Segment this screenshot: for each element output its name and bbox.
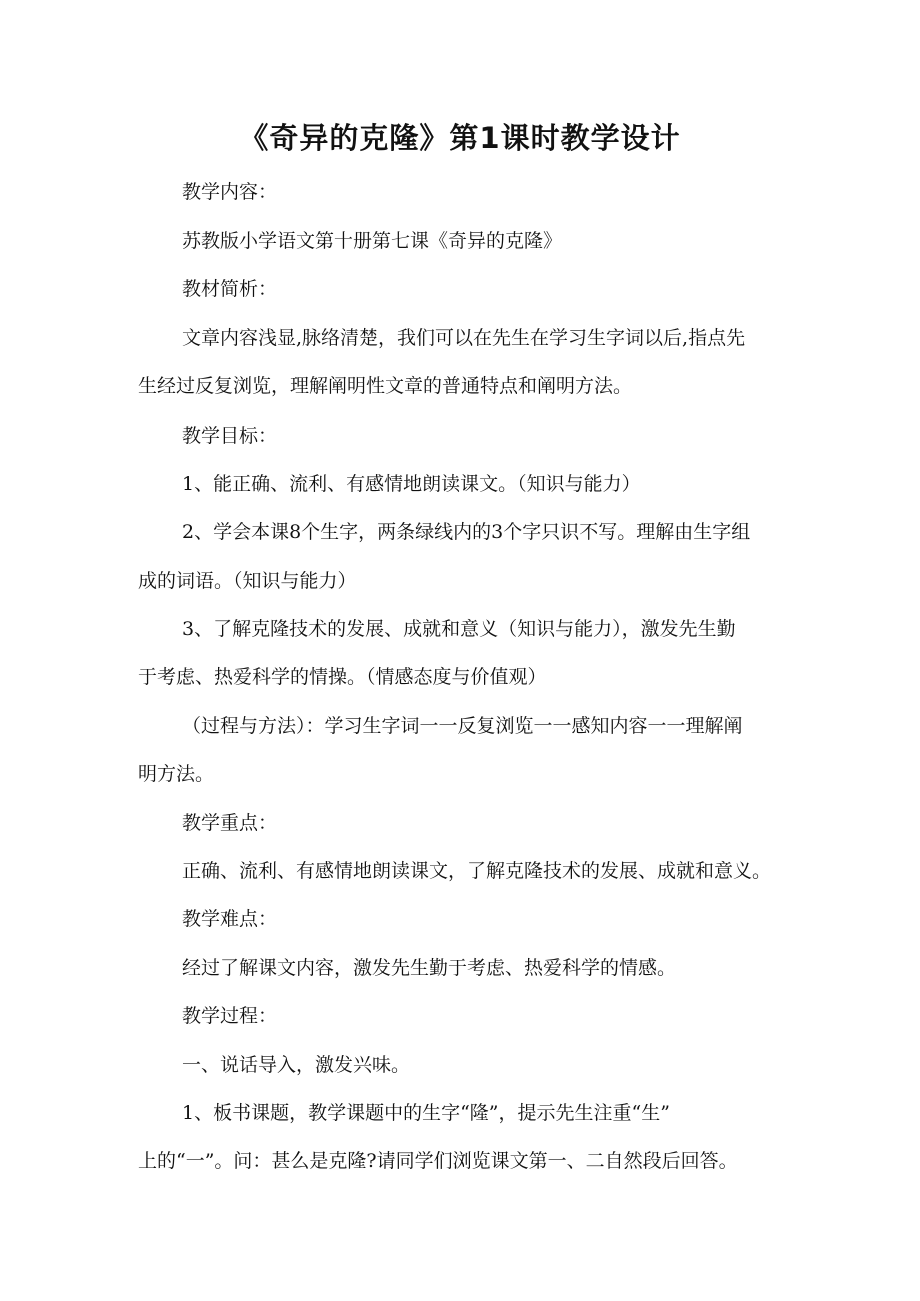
document-title: 《奇异的克隆》第1课时教学设计 [239, 121, 681, 155]
paragraph-line: 文章内容浅显,脉络清楚，我们可以在先生在学习生字词以后,指点先 [182, 327, 746, 349]
section-heading-difficulties: 教学难点： [182, 908, 278, 930]
paragraph-line: 上的“一”。问：甚么是克隆?请同学们浏览课文第一、二自然段后回答。 [138, 1150, 738, 1172]
paragraph-line: 2、学会本课8个生字，两条绿线内的3个字只识不写。理解由生字组 [182, 521, 751, 543]
paragraph-line: 苏教版小学语文第十册第七课《奇异的克隆》 [182, 230, 563, 252]
section-heading-process: 教学过程： [182, 1005, 278, 1027]
paragraph-line: 经过了解课文内容，激发先生勤于考虑、热爱科学的情感。 [182, 957, 677, 979]
paragraph-line: 成的词语。（知识与能力） [138, 570, 357, 592]
section-heading-content: 教学内容： [182, 181, 278, 203]
section-heading-key-points: 教学重点： [182, 812, 278, 834]
section-heading-goals: 教学目标： [182, 425, 278, 447]
paragraph-line: （过程与方法）：学习生字词一一反复浏览一一感知内容一一理解阐 [182, 715, 743, 737]
paragraph-line: 正确、流利、有感情地朗读课文，了解克隆技术的发展、成就和意义。 [182, 860, 772, 882]
paragraph-line: 1、板书课题，教学课题中的生字“隆”，提示先生注重“生” [182, 1102, 670, 1124]
paragraph-line: 生经过反复浏览，理解阐明性文章的普通特点和阐明方法。 [138, 375, 633, 397]
paragraph-line: 一、说话导入，激发兴味。 [182, 1054, 411, 1076]
paragraph-line: 3、了解克隆技术的发展、成就和意义（知识与能力），激发先生勤 [182, 618, 736, 640]
paragraph-line: 明方法。 [138, 763, 215, 785]
paragraph-line: 于考虑、热爱科学的情操。（情感态度与价值观） [138, 666, 547, 688]
section-heading-analysis: 教材简析： [182, 278, 278, 300]
paragraph-line: 1、能正确、流利、有感情地朗读课文。（知识与能力） [182, 473, 641, 495]
